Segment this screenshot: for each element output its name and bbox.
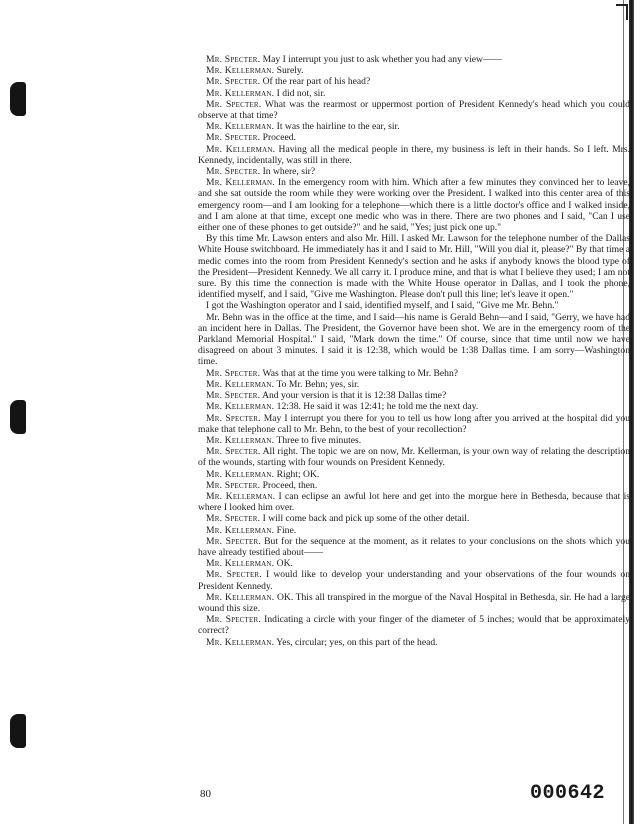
- speaker-label: Mr. Kellerman.: [206, 378, 275, 390]
- speaker-label: Mr. Specter.: [206, 390, 261, 402]
- speaker-label: Mr. Kellerman.: [206, 177, 275, 189]
- transcript-paragraph: [198, 469, 630, 480]
- speaker-label: Mr. Specter.: [206, 166, 261, 178]
- speaker-label: Mr. Specter.: [206, 132, 261, 144]
- paragraph-text: Three to five minutes.: [276, 434, 362, 446]
- speaker-label: Mr. Kellerman.: [206, 468, 275, 480]
- paragraph-text: But for the sequence at the moment, as it relates to your conclusions on the shots which you have already testified about——: [198, 535, 630, 558]
- transcript-paragraph: [198, 558, 630, 569]
- transcript-body: [198, 54, 630, 648]
- paragraph-text: Proceed.: [262, 132, 296, 144]
- speaker-label: Mr. Specter.: [206, 76, 261, 88]
- paragraph-text: Of the rear part of his head?: [262, 76, 371, 88]
- paragraph-text: I will come back and pick up some of the other detail.: [262, 513, 470, 525]
- speaker-label: Mr. Kellerman.: [206, 490, 276, 502]
- paragraph-text: In where, sir?: [262, 166, 316, 178]
- transcript-paragraph: [198, 536, 630, 558]
- paragraph-text: 12:38. He said it was 12:41; he told me the next day.: [276, 401, 479, 413]
- paragraph-text: All right. The topic we are on now, Mr. Kellerman, is your own way of relating the description of the wounds, starting with four wounds on President Kennedy.: [198, 446, 630, 469]
- document-number: 000642: [530, 782, 606, 805]
- speaker-label: Mr. Specter.: [206, 54, 261, 65]
- paragraph-text: Having all the medical people in there, my business is left in their hands. So I left. Mrs. Kennedy, incidentally, was still in there.: [198, 143, 630, 166]
- paragraph-text: And your version is that it is 12:38 Dallas time?: [262, 390, 447, 402]
- transcript-paragraph: [198, 121, 630, 132]
- speaker-label: Mr. Specter.: [206, 479, 261, 491]
- transcript-paragraph: [198, 368, 630, 379]
- speaker-label: Mr. Kellerman.: [206, 401, 275, 413]
- transcript-paragraph: [198, 233, 630, 300]
- binder-hole-icon: [10, 400, 26, 434]
- speaker-label: Mr. Kellerman.: [206, 636, 275, 648]
- transcript-paragraph: [198, 65, 630, 76]
- paragraph-text: Right; OK.: [276, 468, 320, 480]
- paragraph-text: Yes, circular; yes, on this part of the head.: [276, 636, 438, 648]
- transcript-paragraph: [198, 99, 630, 121]
- speaker-label: Mr. Specter.: [206, 98, 262, 110]
- speaker-label: Mr. Specter.: [206, 367, 261, 379]
- transcript-paragraph: [198, 614, 630, 636]
- speaker-label: Mr. Specter.: [206, 446, 261, 458]
- paragraph-text: Indicating a circle with your finger of the diameter of 5 inches; would that be approximately correct?: [198, 614, 630, 637]
- paragraph-text: To Mr. Behn; yes, sir.: [276, 378, 360, 390]
- paragraph-text: Fine.: [276, 524, 297, 536]
- speaker-label: Mr. Specter.: [206, 535, 261, 547]
- speaker-label: Mr. Kellerman.: [206, 87, 275, 99]
- paragraph-text: May I interrupt you just to ask whether you had any view——: [262, 54, 503, 65]
- speaker-label: Mr. Specter.: [206, 513, 261, 525]
- paragraph-text: By this time Mr. Lawson enters and also Mr. Hill. I asked Mr. Lawson for the telephone number of the Dallas White House switchboard. He immediately has it and I said to Mr. Hill, "Will you dial it, please?" By that time a medic comes into the room from President Kennedy's section and he asks if anybody knows the blood type of the President—President Kennedy. We all carry it. I produce mine, and that is what I believe they used; I am not sure. By this time the connection is made with the White House operator in Dallas, and I took the phone, identified myself, and I said, "Give me Washington. Please don't pull this line; let's leave it open.": [198, 233, 630, 301]
- paragraph-text: May I interrupt you there for you to tell us how long after you arrived at the hospital did you make that telephone call to Mr. Behn, to the best of your recollection?: [198, 412, 630, 435]
- transcript-paragraph: [198, 88, 630, 99]
- speaker-label: Mr. Kellerman.: [206, 121, 275, 133]
- transcript-paragraph: [198, 312, 630, 368]
- transcript-paragraph: [198, 177, 630, 233]
- transcript-paragraph: [198, 446, 630, 468]
- transcript-paragraph: [198, 379, 630, 390]
- paragraph-text: OK.: [276, 558, 293, 570]
- binder-hole-icon: [10, 714, 26, 748]
- speaker-label: Mr. Kellerman.: [206, 591, 275, 603]
- page-number: 80: [200, 788, 211, 800]
- paragraph-text: Surely.: [276, 65, 304, 77]
- paragraph-text: Mr. Behn was in the office at the time, and I said—his name is Gerald Behn—and I said, "Gerry, we have had an incident here in Dallas. The President, the Governor have been shot. We are in the emergency room of the Parkland Memorial Hospital." I said, "Mark down the time." Of course, since that time until now we have disagreed on about 3 minutes. I said it is 12:38, which would be 1:38 Dallas time. I am sorry—Washington time.: [198, 311, 630, 368]
- paragraph-text: In the emergency room with him. Which after a few minutes they convinced her to leave, and she sat outside the room while they were working over the President. I walked into this center area of this emergency room—and I am looking for a telephone—which there is a little doctor's office and I walked inside, and I am alone at that time, except one medic who was in there. There are two phones and I said, "Can I use either one of these phones to get outside?" and he said, "Yes; just pick one up.": [198, 177, 630, 234]
- speaker-label: Mr. Kellerman.: [206, 143, 276, 155]
- transcript-paragraph: [198, 637, 630, 648]
- transcript-paragraph: [198, 480, 630, 491]
- transcript-paragraph: [198, 569, 630, 591]
- speaker-label: Mr. Specter.: [206, 569, 262, 581]
- paragraph-text: I would like to develop your understanding and your observations of the four wounds on President Kennedy.: [198, 569, 630, 592]
- transcript-paragraph: [198, 413, 630, 435]
- corner-mark: [616, 4, 628, 20]
- paragraph-text: I got the Washington operator and I said, identified myself, and I said, "Give me Mr. Behn.": [206, 300, 559, 312]
- speaker-label: Mr. Kellerman.: [206, 65, 275, 77]
- transcript-paragraph: [198, 54, 630, 65]
- transcript-paragraph: [198, 390, 630, 401]
- transcript-paragraph: [198, 144, 630, 166]
- speaker-label: Mr. Kellerman.: [206, 434, 275, 446]
- speaker-label: Mr. Specter.: [206, 614, 261, 626]
- paragraph-text: OK. This all transpired in the morgue of the Naval Hospital in Bethesda, sir. He had a large wound this size.: [198, 591, 630, 614]
- transcript-paragraph: [198, 525, 630, 536]
- transcript-paragraph: [198, 491, 630, 513]
- paragraph-text: It was the hairline to the ear, sir.: [276, 121, 400, 133]
- transcript-paragraph: [198, 76, 630, 87]
- transcript-paragraph: [198, 513, 630, 524]
- transcript-paragraph: [198, 401, 630, 412]
- paragraph-text: What was the rearmost or uppermost portion of President Kennedy's head which you could observe at that time?: [198, 98, 630, 122]
- transcript-paragraph: [198, 132, 630, 143]
- transcript-paragraph: [198, 435, 630, 446]
- transcript-paragraph: [198, 166, 630, 177]
- paragraph-text: Proceed, then.: [262, 479, 318, 491]
- transcript-paragraph: [198, 592, 630, 614]
- transcript-paragraph: [198, 300, 630, 311]
- paragraph-text: I did not, sir.: [276, 87, 326, 99]
- speaker-label: Mr. Kellerman.: [206, 558, 275, 570]
- speaker-label: Mr. Kellerman.: [206, 524, 275, 536]
- paragraph-text: I can eclipse an awful lot here and get into the morgue here in Bethesda, because that is where I looked him over.: [198, 490, 630, 514]
- paragraph-text: Was that at the time you were talking to Mr. Behn?: [262, 367, 459, 379]
- speaker-label: Mr. Specter.: [206, 412, 261, 424]
- binder-hole-icon: [10, 82, 26, 116]
